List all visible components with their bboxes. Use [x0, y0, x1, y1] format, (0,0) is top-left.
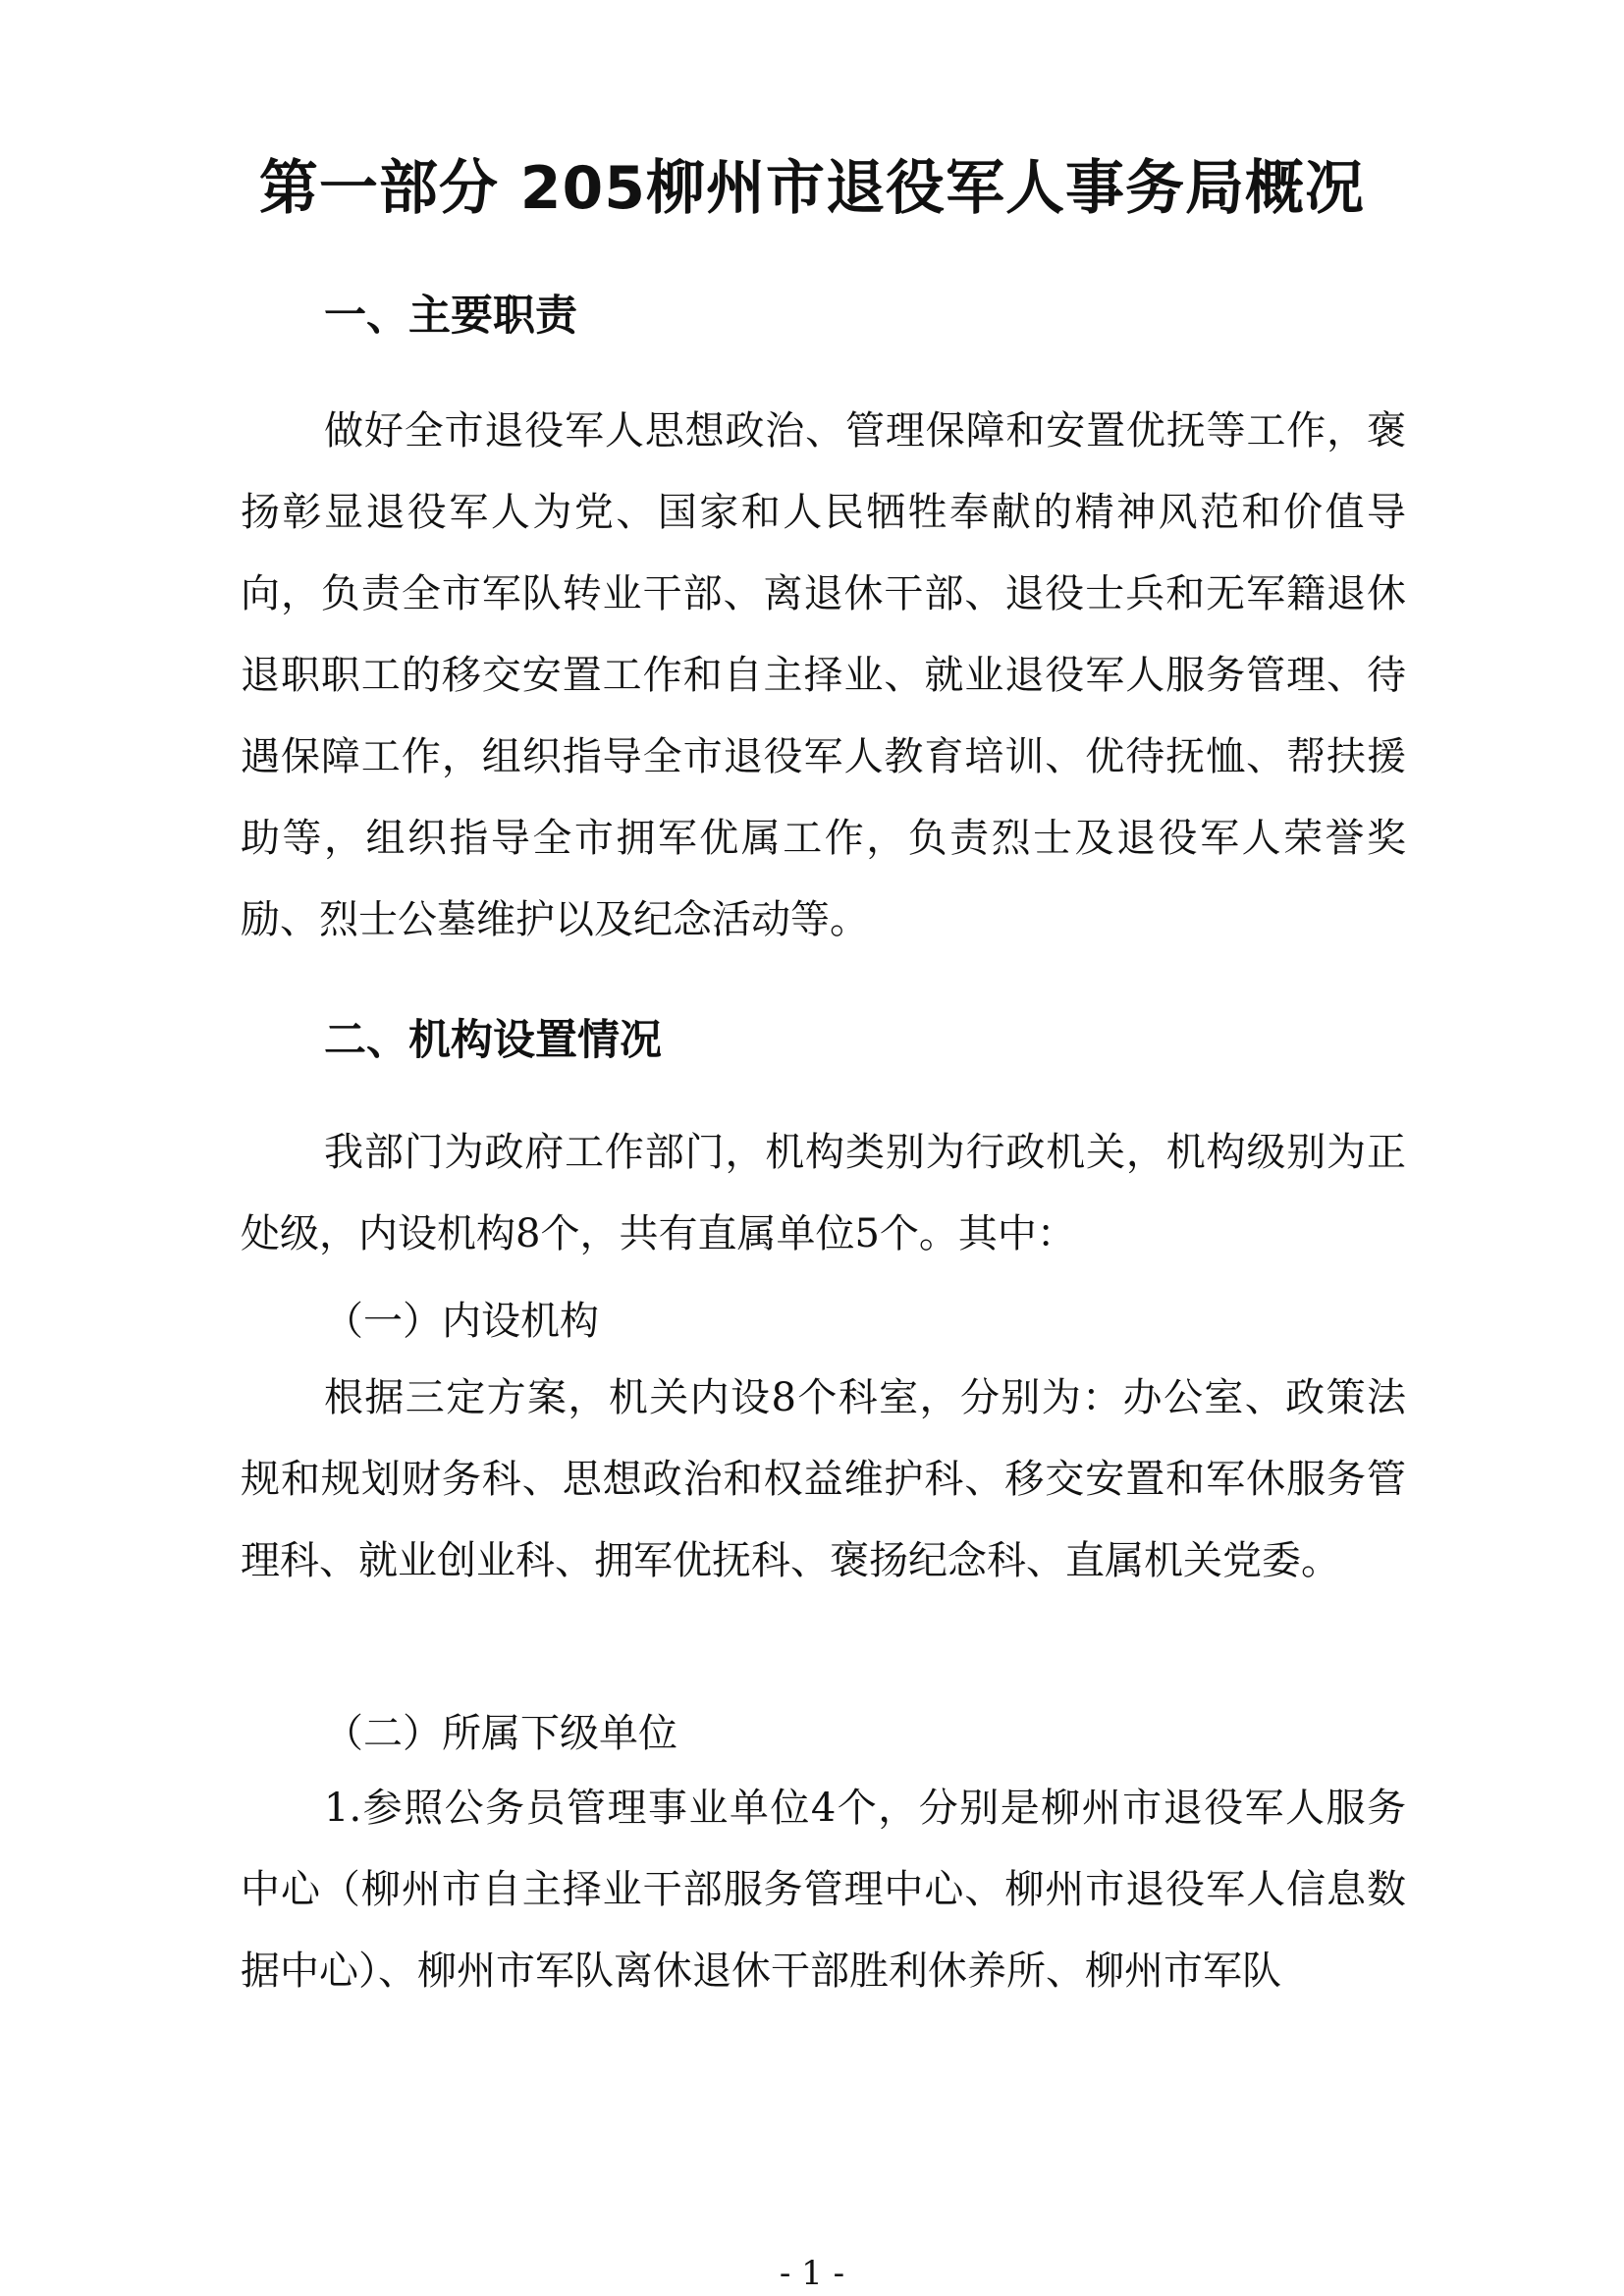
section-heading-organization: 二、机构设置情况	[324, 1016, 662, 1065]
page-title: 第一部分 205柳州市退役军人事务局概况	[258, 154, 1366, 223]
section-heading-duties: 一、主要职责	[324, 292, 577, 341]
subheading-subordinate-units: （二）所属下级单位	[324, 1711, 677, 1756]
subordinate-units-paragraph: 1.参照公务员管理事业单位4个，分别是柳州市退役军人服务中心（柳州市自主择业干部服务管理中心、柳州市退役军人信息数据中心）、柳州市军队离休退休干部胜利休养所、柳州市军队	[241, 1786, 1406, 1994]
duties-paragraph: 做好全市退役军人思想政治、管理保障和安置优抚等工作，褒扬彰显退役军人为党、国家和人民牺牲奉献的精神风范和价值导向，负责全市军队转业干部、离退休干部、退役士兵和无军籍退休退职职工的移交安置工作和自主择业、就业退役军人服务管理、待遇保障工作，组织指导全市退役军人教育培训、优待抚恤、帮扶援助等，组织指导全市拥军优属工作，负责烈士及退役军人荣誉奖励、烈士公墓维护以及纪念活动等。	[241, 408, 1406, 942]
internal-units-paragraph: 根据三定方案，机关内设8个科室，分别为：办公室、政策法规和规划财务科、思想政治和权益维护科、移交安置和军休服务管理科、就业创业科、拥军优抚科、褒扬纪念科、直属机关党委。	[241, 1375, 1406, 1583]
page-number: - 1 -	[779, 2254, 845, 2293]
organization-intro-paragraph: 我部门为政府工作部门，机构类别为行政机关，机构级别为正处级，内设机构8个，共有直属单位5个。其中：	[241, 1130, 1406, 1256]
subheading-internal-units: （一）内设机构	[324, 1299, 599, 1344]
